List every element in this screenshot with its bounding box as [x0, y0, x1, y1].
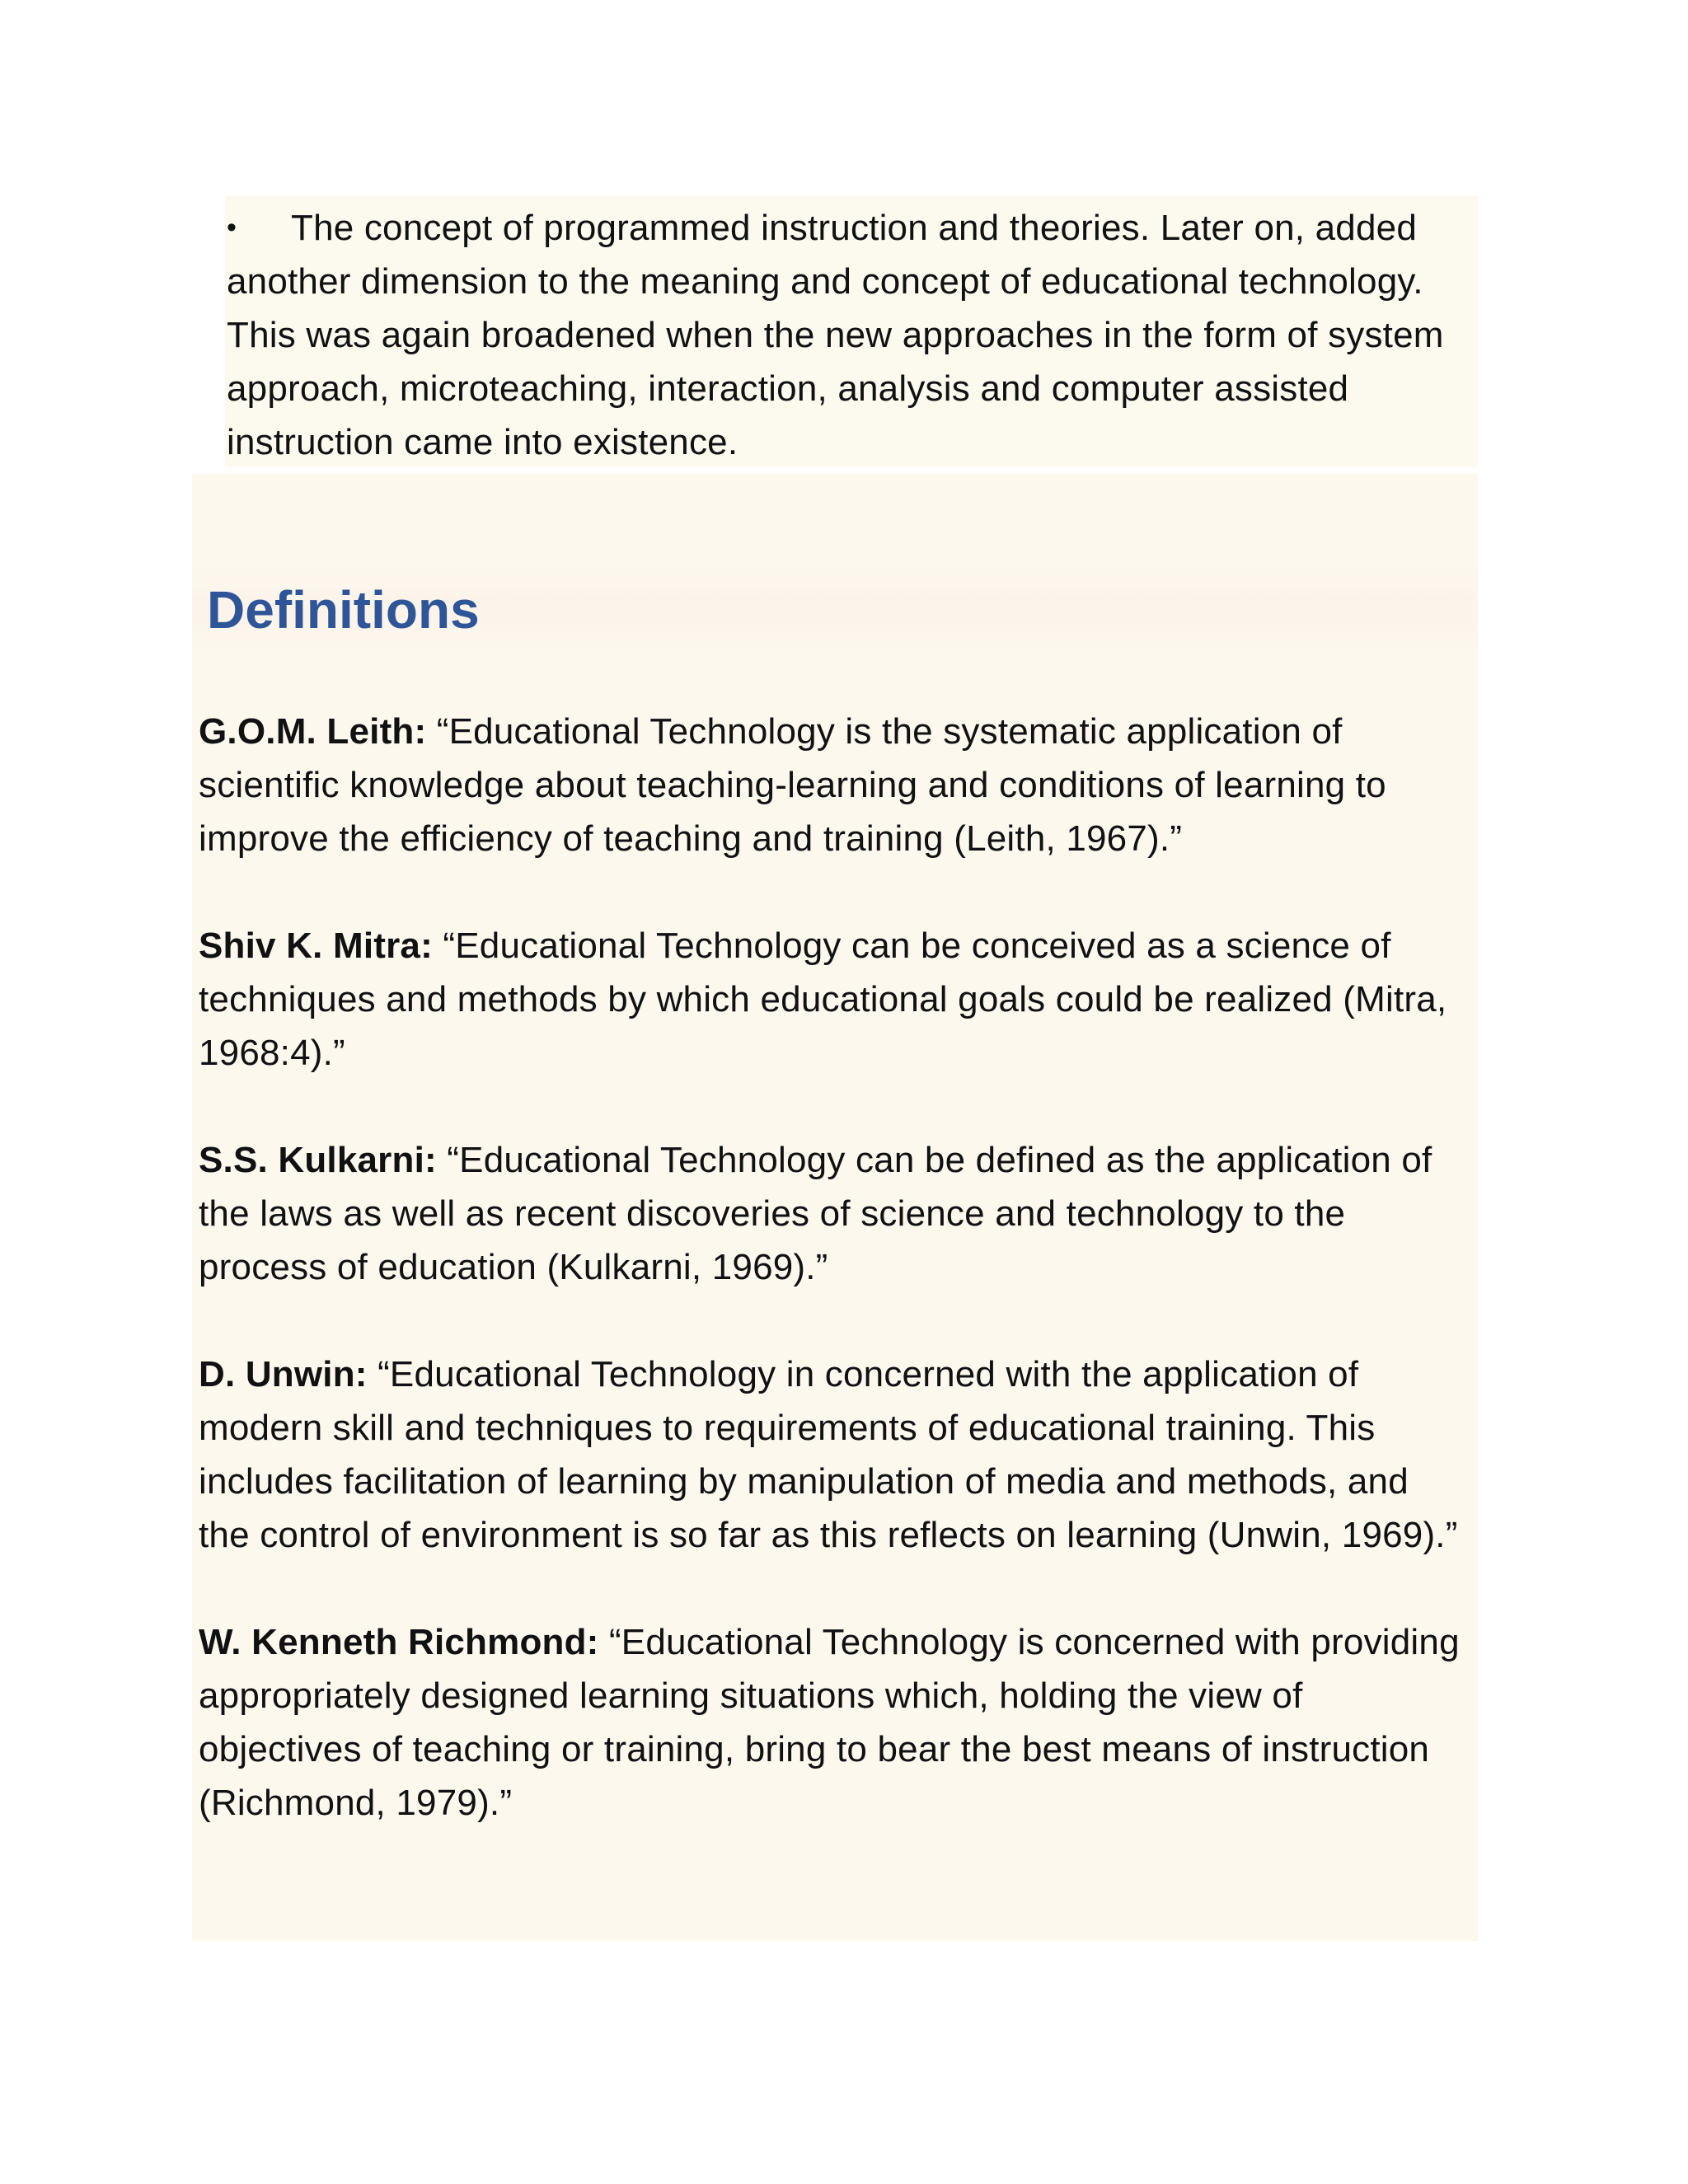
- definitions-section: [192, 474, 1478, 1941]
- definition-author: D. Unwin:: [199, 1354, 368, 1394]
- definition-text: “Educational Technology is concerned with providing appropriately designed learning situations which, holding the view of objectives of teaching or training, bring to bear the best means of instruction (Richmond, 1979).”: [199, 1622, 1460, 1823]
- definition-text: “Educational Technology can be defined as the application of the laws as well as recent discoveries of science and technology to the process of education (Kulkarni, 1969).”: [199, 1140, 1432, 1287]
- definition-author: W. Kenneth Richmond:: [199, 1622, 599, 1662]
- definition-text: “Educational Technology is the systematic application of scientific knowledge about teaching-learning and conditions of learning to improve the efficiency of teaching and training (Leith, 1967).”: [199, 711, 1386, 859]
- bullet-paragraph: [227, 201, 1470, 469]
- definition-author: G.O.M. Leith:: [199, 711, 427, 752]
- definition-text: “Educational Technology in concerned with the application of modern skill and techniques to requirements of educational training. This includes facilitation of learning by manipulation of media and methods, and the control of environment is so far as this reflects on learning (Unwin, 1969).”: [199, 1354, 1458, 1555]
- definition-item: [199, 919, 1468, 1080]
- definition-author: Shiv K. Mitra:: [199, 926, 433, 966]
- bullet-section: [225, 196, 1478, 466]
- definitions-list: [199, 705, 1468, 1883]
- bullet-marker: •: [227, 212, 237, 243]
- definition-item: [199, 1347, 1468, 1562]
- definition-text: “Educational Technology can be conceived as a science of techniques and methods by which educational goals could be realized (Mitra, 1968:4).”: [199, 926, 1447, 1073]
- bullet-text: The concept of programmed instruction and theories. Later on, added another dimension to the meaning and concept of educational technology. This was again broadened when the new approaches in the form of system approach, microteaching, interaction, analysis and computer assisted instruction came into existence.: [227, 208, 1444, 462]
- definition-author: S.S. Kulkarni:: [199, 1140, 437, 1180]
- definition-item: [199, 705, 1468, 865]
- section-heading: Definitions: [207, 580, 480, 640]
- definition-item: [199, 1615, 1468, 1830]
- definition-item: [199, 1133, 1468, 1294]
